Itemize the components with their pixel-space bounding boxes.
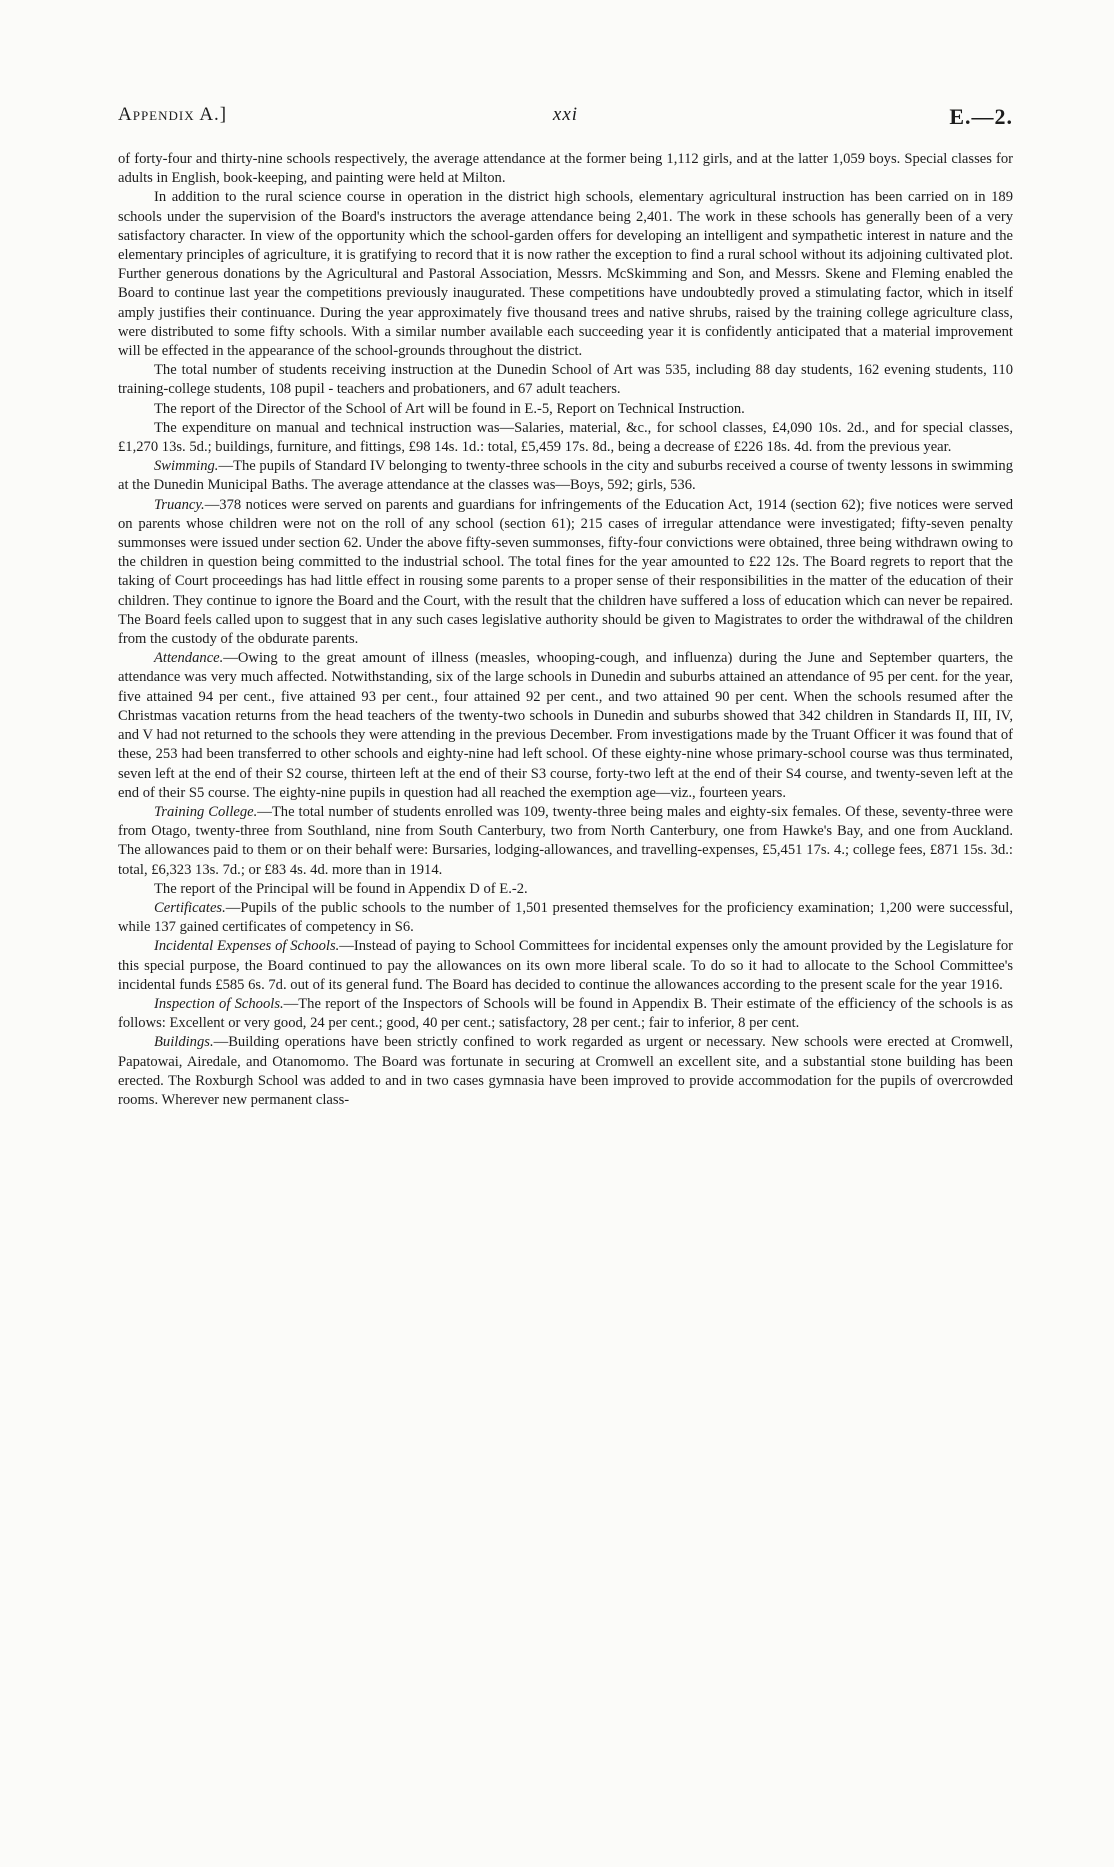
paragraph: In addition to the rural science course in operation in the district high schools, elementary agricultural instruction has been carried on in 189 schools under the supervision of the Board's instructors the average attendance being 2,401. The work in these schools has generally been of a very satisfactory character. In view of the opportunity which the school-garden offers for developing an intelligent and sympathetic interest in nature and the elementary principles of agriculture, it is gratifying to record that it is now rather the exception to find a rural school without its adjoining cultivated plot. Further generous donations by the Agricultural and Pastoral Association, Messrs. McSkimming and Son, and Messrs. Skene and Fleming enabled the Board to continue last year the competitions previously inaugurated. These competitions have undoubtedly proved a stimulating factor, which in itself amply justifies their continuance. During the year approximately five thousand trees and native shrubs, raised by the training college agriculture class, were distributed to some fifty schools. With a similar number available each succeeding year it is confidently anticipated that a material improvement will be effected in the appearance of the school-grounds throughout the district. <box>118 189 1013 360</box>
section-inspection: Inspection of Schools.—The report of the Inspectors of Schools will be found in Appendix B. Their estimate of the efficiency of the schools is as follows: Excellent or very good, 24 per cent.; good, 40 per cent.; satisfactory, 28 per cent.; fair to inferior, 8 per cent. <box>118 995 1013 1032</box>
page-number: xxi <box>552 104 579 125</box>
document-code: E.—2. <box>949 104 1013 129</box>
body-text <box>118 150 1013 1110</box>
section-heading: Training College. <box>154 803 258 820</box>
section-heading: Incidental Expenses of Schools. <box>154 938 340 955</box>
section-certificates: Certificates.—Pupils of the public schools to the number of 1,501 presented themselves for the proficiency examination; 1,200 were successful, while 137 gained certificates of competency in S6. <box>118 899 1013 936</box>
appendix-label: Appendix A.] <box>118 104 228 125</box>
section-incidental-expenses: Incidental Expenses of Schools.—Instead of paying to School Committees for incidental expenses only the amount provided by the Legislature for this special purpose, the Board continued to pay the allowances on its own more liberal scale. To do so it had to allocate to the School Committee's incidental funds £585 6s. 7d. out of its general fund. The Board has decided to continue the allowances according to the present scale for the year 1916. <box>118 938 1014 993</box>
section-swimming: Swimming.—The pupils of Standard IV belonging to twenty-three schools in the city and suburbs received a course of twenty lessons in swimming at the Dunedin Municipal Baths. The average attendance at the classes was—Boys, 592; girls, 536. <box>118 458 1014 494</box>
paragraph: The total number of students receiving instruction at the Dunedin School of Art was 535, including 88 day students, 162 evening students, 110 training-college students, 108 pupil - teachers and probationers, and 67 adult teachers. <box>118 362 1013 398</box>
running-head <box>118 104 1013 138</box>
section-heading: Swimming. <box>154 458 219 475</box>
section-heading: Attendance. <box>154 650 224 667</box>
paragraph: The report of the Principal will be found in Appendix D of E.-2. <box>154 880 528 897</box>
section-buildings: Buildings.—Building operations have been strictly confined to work regarded as urgent or necessary. New schools were erected at Cromwell, Papatowai, Airedale, and Otanomomo. The Board was fortunate in securing at Cromwell an excellent site, and a substantial stone building has been erected. The Roxburgh School was added to and in two cases gymnasia have been improved to provide accommodation for the pupils of overcrowded rooms. Wherever new permanent class- <box>118 1034 1013 1108</box>
section-training-college: Training College.—The total number of students enrolled was 109, twenty-three being males and eighty-six females. Of these, seventy-three were from Otago, twenty-three from Southland, nine from South Canterbury, two from North Canterbury, one from Hawke's Bay, and one from Auckland. The allowances paid to them or on their behalf were: Bursaries, lodging-allowances, and travelling-expenses, £5,451 17s. 4.; college fees, £871 15s. 3d.: total, £6,323 13s. 7d.; or £83 4s. 4d. more than in 1914. <box>118 803 1013 878</box>
section-heading: Certificates. <box>154 899 226 916</box>
section-heading: Buildings. <box>154 1034 214 1051</box>
section-truancy: Truancy.—378 notices were served on parents and guardians for infringements of the Education Act, 1914 (section 62); five notices were served on parents whose children were not on the roll of any school (section 61); 215 cases of irregular attendance were investigated; fifty-seven penalty summonses were issued under section 62. Under the above fifty-seven summonses, fifty-four convictions were obtained, three being withdrawn owing to the children in question being committed to the industrial school. The total fines for the year amounted to £22 12s. The Board regrets to report that the taking of Court proceedings has had little effect in rousing some parents to a proper sense of their responsibilities in the matter of the education of their children. They continue to ignore the Board and the Court, with the result that the children have suffered a loss of education which can never be repaired. The Board feels called upon to suggest that in any such cases legislative authority should be given to Magistrates to order the withdrawal of the children from the custody of the obdurate parents. <box>118 496 1013 648</box>
paragraph: The report of the Director of the School of Art will be found in E.-5, Report on Technical Instruction. <box>154 400 745 417</box>
section-heading: Inspection of Schools. <box>154 995 284 1012</box>
section-heading: Truancy. <box>154 496 205 513</box>
section-attendance: Attendance.—Owing to the great amount of illness (measles, whooping-cough, and influenza) during the June and September quarters, the attendance was very much affected. Notwithstanding, six of the large schools in Dunedin and suburbs attained an attendance of 95 per cent. for the year, five attained 94 per cent., five attained 93 per cent., four attained 92 per cent., and two attained 90 per cent. When the schools resumed after the Christmas vacation returns from the head teachers of the twenty-two schools in Dunedin and suburbs showed that 342 children in Standards II, III, IV, and V had not returned to the schools they were attending in the previous December. From investigations made by the Truant Officer it was found that of these, 253 had been transferred to other schools and eighty-nine had left school. Of these eighty-nine whose primary-school course was thus terminated, seven left at the end of their S2 course, thirteen left at the end of their S3 course, forty-two left at the end of their S4 course, and twenty-seven left at the end of their S5 course. The eighty-nine pupils in question had all reached the exemption age—viz., fourteen years. <box>118 650 1013 801</box>
paragraph: of forty-four and thirty-nine schools respectively, the average attendance at the former being 1,112 girls, and at the latter 1,059 boys. Special classes for adults in English, book-keeping, and painting were held at Milton. <box>118 151 1013 187</box>
paragraph: The expenditure on manual and technical instruction was—Salaries, material, &c., for school classes, £4,090 10s. 2d., and for special classes, £1,270 13s. 5d.; buildings, furniture, and fittings, £98 14s. 1d.: total, £5,459 17s. 8d., being a decrease of £226 18s. 4d. from the previous year. <box>118 419 1013 456</box>
